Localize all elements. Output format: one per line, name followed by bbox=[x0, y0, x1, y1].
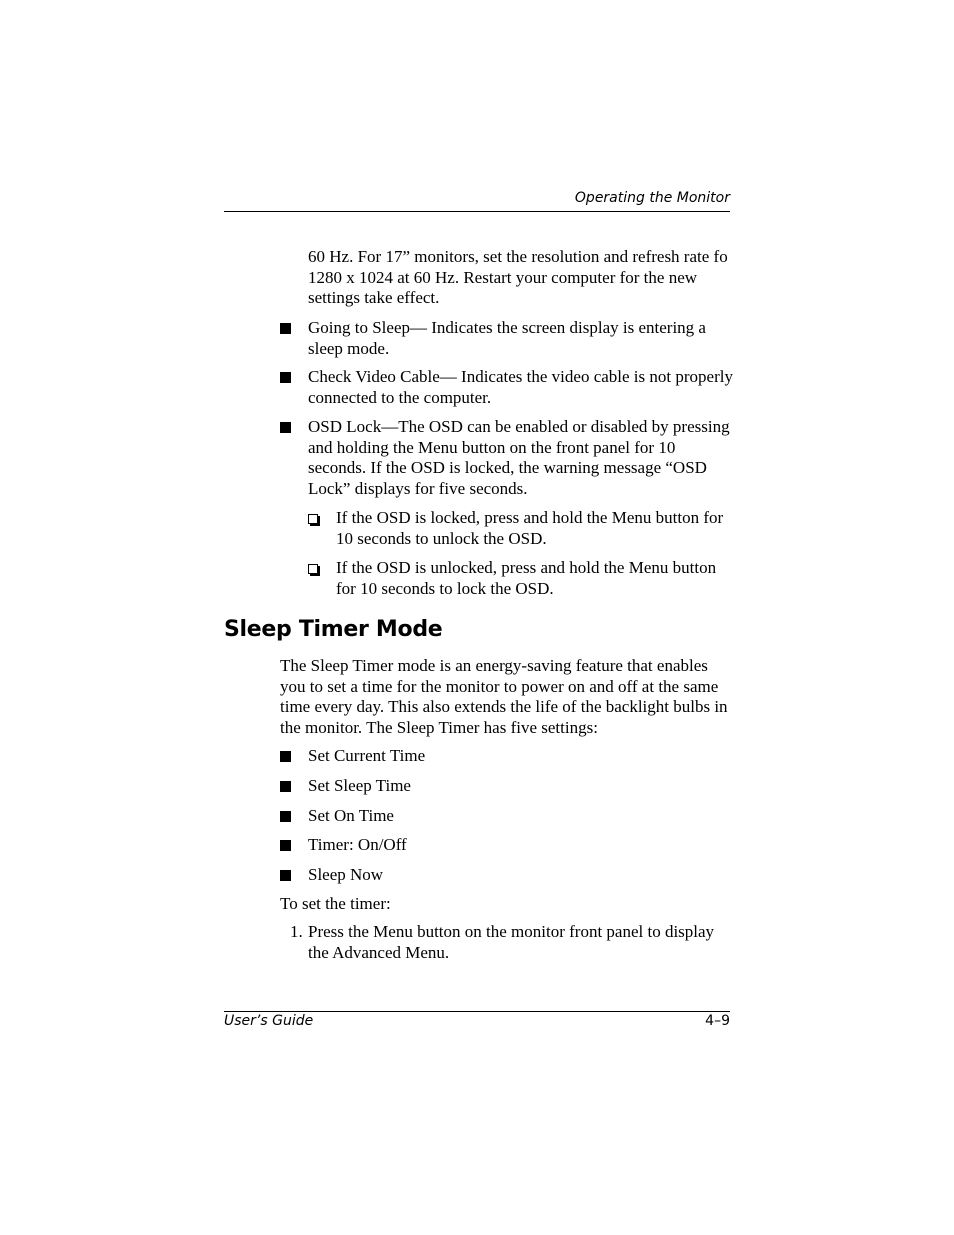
square-bullet-icon bbox=[280, 811, 291, 822]
square-bullet-icon bbox=[280, 781, 291, 792]
square-bullet-icon bbox=[280, 422, 291, 433]
square-bullet-icon bbox=[280, 840, 291, 851]
list-item-text: Set Current Time bbox=[308, 746, 426, 765]
step-text: Press the Menu button on the monitor front panel to display the Advanced Menu. bbox=[308, 922, 715, 962]
list-item-text: OSD Lock—The OSD can be enabled or disabled by pressing and holding the Menu button on the front panel for 10 seconds. If the OSD is locked, the warning message “OSD Lock” displays for five seconds. bbox=[308, 417, 730, 498]
sub-list-item-text: If the OSD is unlocked, press and hold the Menu button for 10 seconds to lock the OSD. bbox=[336, 558, 717, 598]
hollow-square-bullet-icon bbox=[308, 564, 318, 574]
section-intro: The Sleep Timer mode is an energy-saving feature that enables you to set a time for the monitor to power on and off at the same time every day. This also extends the life of the backlight bulbs in the monitor. The Sleep Timer has five settings: bbox=[280, 656, 728, 737]
list-item-text: Set On Time bbox=[308, 806, 394, 825]
square-bullet-icon bbox=[280, 751, 291, 762]
step-number: 1. bbox=[290, 922, 303, 941]
footer-rule bbox=[224, 1011, 730, 1012]
hollow-square-bullet-icon bbox=[308, 514, 318, 524]
list-item-text: Sleep Now bbox=[308, 865, 384, 884]
header-rule bbox=[224, 211, 730, 212]
list-item-text: Timer: On/Off bbox=[308, 835, 407, 854]
list-item-text: Set Sleep Time bbox=[308, 776, 411, 795]
square-bullet-icon bbox=[280, 372, 291, 383]
running-header: Operating the Monitor bbox=[574, 190, 730, 206]
footer-title: User’s Guide bbox=[224, 1013, 314, 1029]
sub-list-item-text: If the OSD is locked, press and hold the Menu button for 10 seconds to unlock the OSD. bbox=[336, 508, 724, 548]
square-bullet-icon bbox=[280, 323, 291, 334]
continuation-paragraph: 60 Hz. For 17” monitors, set the resolution and refresh rate fo 1280 x 1024 at 60 Hz. Restart your computer for the new settings take effect. bbox=[308, 247, 728, 307]
steps-intro: To set the timer: bbox=[280, 894, 391, 913]
page-number: 4–9 bbox=[705, 1013, 730, 1029]
square-bullet-icon bbox=[280, 870, 291, 881]
section-heading: Sleep Timer Mode bbox=[224, 617, 443, 642]
list-item-text: Going to Sleep— Indicates the screen display is entering a sleep mode. bbox=[308, 318, 706, 358]
list-item-text: Check Video Cable— Indicates the video cable is not properly connected to the computer. bbox=[308, 367, 733, 407]
